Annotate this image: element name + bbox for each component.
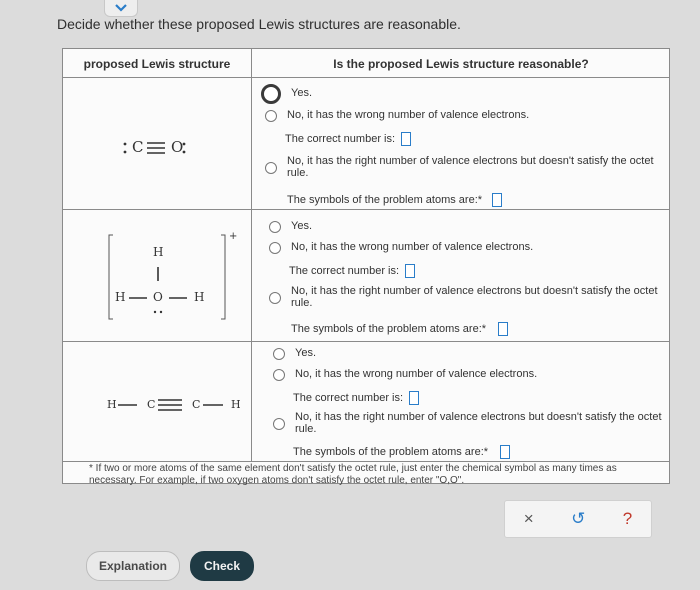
close-icon[interactable]: × bbox=[523, 509, 534, 528]
atom-h-right: H bbox=[194, 290, 205, 304]
correct-number-row-2: The correct number is: bbox=[289, 264, 415, 278]
correct-number-row-1: The correct number is: bbox=[285, 132, 411, 146]
option-octet-3[interactable]: No, it has the right number of valence electrons but doesn't satisfy the octet rule. bbox=[273, 411, 665, 435]
explanation-button[interactable]: Explanation bbox=[86, 551, 180, 581]
atom-h-top: H bbox=[153, 245, 164, 259]
atom-c: C bbox=[132, 138, 144, 156]
correct-number-input[interactable] bbox=[409, 391, 419, 405]
option-wrong-count-2[interactable]: No, it has the wrong number of valence electrons. bbox=[269, 241, 533, 254]
problem-atoms-input[interactable] bbox=[500, 445, 510, 459]
correct-number-input[interactable] bbox=[401, 132, 411, 146]
collapse-toggle[interactable] bbox=[104, 0, 138, 17]
atom-h-left: H bbox=[115, 290, 126, 304]
correct-number-input[interactable] bbox=[405, 264, 415, 278]
atom-h2: H bbox=[231, 398, 241, 411]
undo-icon[interactable]: ↺ bbox=[571, 509, 586, 528]
radio-selected[interactable] bbox=[261, 84, 281, 104]
option-wrong-count-1[interactable]: No, it has the wrong number of valence electrons. bbox=[265, 109, 529, 122]
col-header-reasonable: Is the proposed Lewis structure reasonable? bbox=[333, 57, 589, 71]
option-octet-1[interactable]: No, it has the right number of valence electrons but doesn't satisfy the octet rule. bbox=[265, 155, 665, 179]
problem-atoms-input[interactable] bbox=[492, 193, 502, 207]
problem-atoms-input[interactable] bbox=[498, 322, 508, 336]
answer-actions bbox=[504, 500, 652, 538]
charge-plus: + bbox=[229, 231, 238, 242]
lewis-table bbox=[62, 48, 670, 484]
atom-o: O bbox=[153, 290, 163, 304]
atom-h1: H bbox=[107, 398, 117, 411]
correct-number-row-3: The correct number is: bbox=[293, 391, 419, 405]
question-prompt: Decide whether these proposed Lewis structures are reasonable. bbox=[57, 16, 461, 32]
problem-atoms-row-2: The symbols of the problem atoms are: * bbox=[291, 322, 508, 336]
problem-atoms-row-3: The symbols of the problem atoms are: * bbox=[293, 445, 510, 459]
footnote: * If two or more atoms of the same element don't satisfy the octet rule, just enter the chemical symbol as many times as necessary. For example, if two oxygen atoms don't satisfy the octet rule, enter "O,O". bbox=[89, 463, 617, 486]
option-yes-1[interactable]: Yes. bbox=[265, 87, 312, 104]
problem-atoms-row-1: The symbols of the problem atoms are: * bbox=[287, 193, 502, 207]
col-header-structure: proposed Lewis structure bbox=[83, 57, 231, 71]
c2h2-bonds bbox=[103, 395, 243, 415]
help-icon[interactable]: ? bbox=[622, 509, 633, 528]
atom-c2: C bbox=[192, 398, 201, 411]
chevron-down-icon bbox=[114, 3, 128, 13]
check-button[interactable]: Check bbox=[190, 551, 254, 581]
option-yes-2[interactable]: Yes. bbox=[269, 220, 312, 233]
atom-c1: C bbox=[147, 398, 156, 411]
option-yes-3[interactable]: Yes. bbox=[273, 347, 316, 360]
atom-o: O bbox=[171, 138, 184, 156]
h3o-brackets bbox=[107, 233, 237, 323]
option-wrong-count-3[interactable]: No, it has the wrong number of valence electrons. bbox=[273, 368, 537, 381]
option-octet-2[interactable]: No, it has the right number of valence electrons but doesn't satisfy the octet rule. bbox=[269, 285, 665, 309]
